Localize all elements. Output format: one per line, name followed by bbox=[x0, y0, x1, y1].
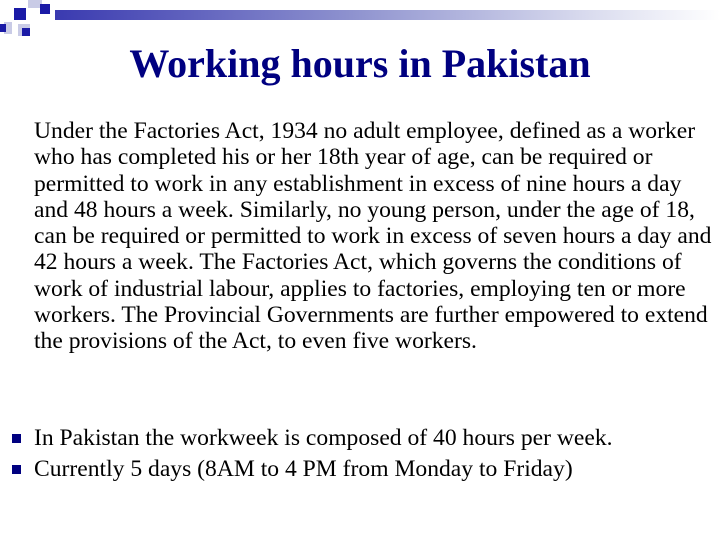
title-bar-decoration bbox=[55, 10, 720, 20]
bullet-item bbox=[0, 454, 720, 485]
corner-square bbox=[22, 28, 30, 36]
bullet-text: In Pakistan the workweek is composed of 40 hours per week. bbox=[34, 425, 613, 451]
square-bullet-icon bbox=[12, 465, 21, 474]
bullet-text: Currently 5 days (8AM to 4 PM from Monday to Friday) bbox=[34, 456, 573, 482]
square-bullet-icon bbox=[12, 434, 21, 443]
body-paragraph: Under the Factories Act, 1934 no adult employee, defined as a worker who has completed his or her 18th year of age, can be required or permitted to work in any establishment in excess of nine hours a day and 48 hours a week. Similarly, no young person, under the age of 18, can be required or permitted to work in excess of seven hours a day and 42 hours a week. The Factories Act, which governs the conditions of work of industrial labour, applies to factories, employing ten or more workers. The Provincial Governments are further empowered to extend the provisions of the Act, to even five workers. bbox=[34, 118, 712, 355]
corner-square bbox=[40, 4, 50, 14]
bullet-list bbox=[0, 423, 720, 485]
corner-square bbox=[0, 24, 6, 32]
slide-title: Working hours in Pakistan bbox=[129, 41, 591, 86]
corner-square bbox=[14, 8, 26, 20]
bullet-item bbox=[0, 423, 720, 454]
